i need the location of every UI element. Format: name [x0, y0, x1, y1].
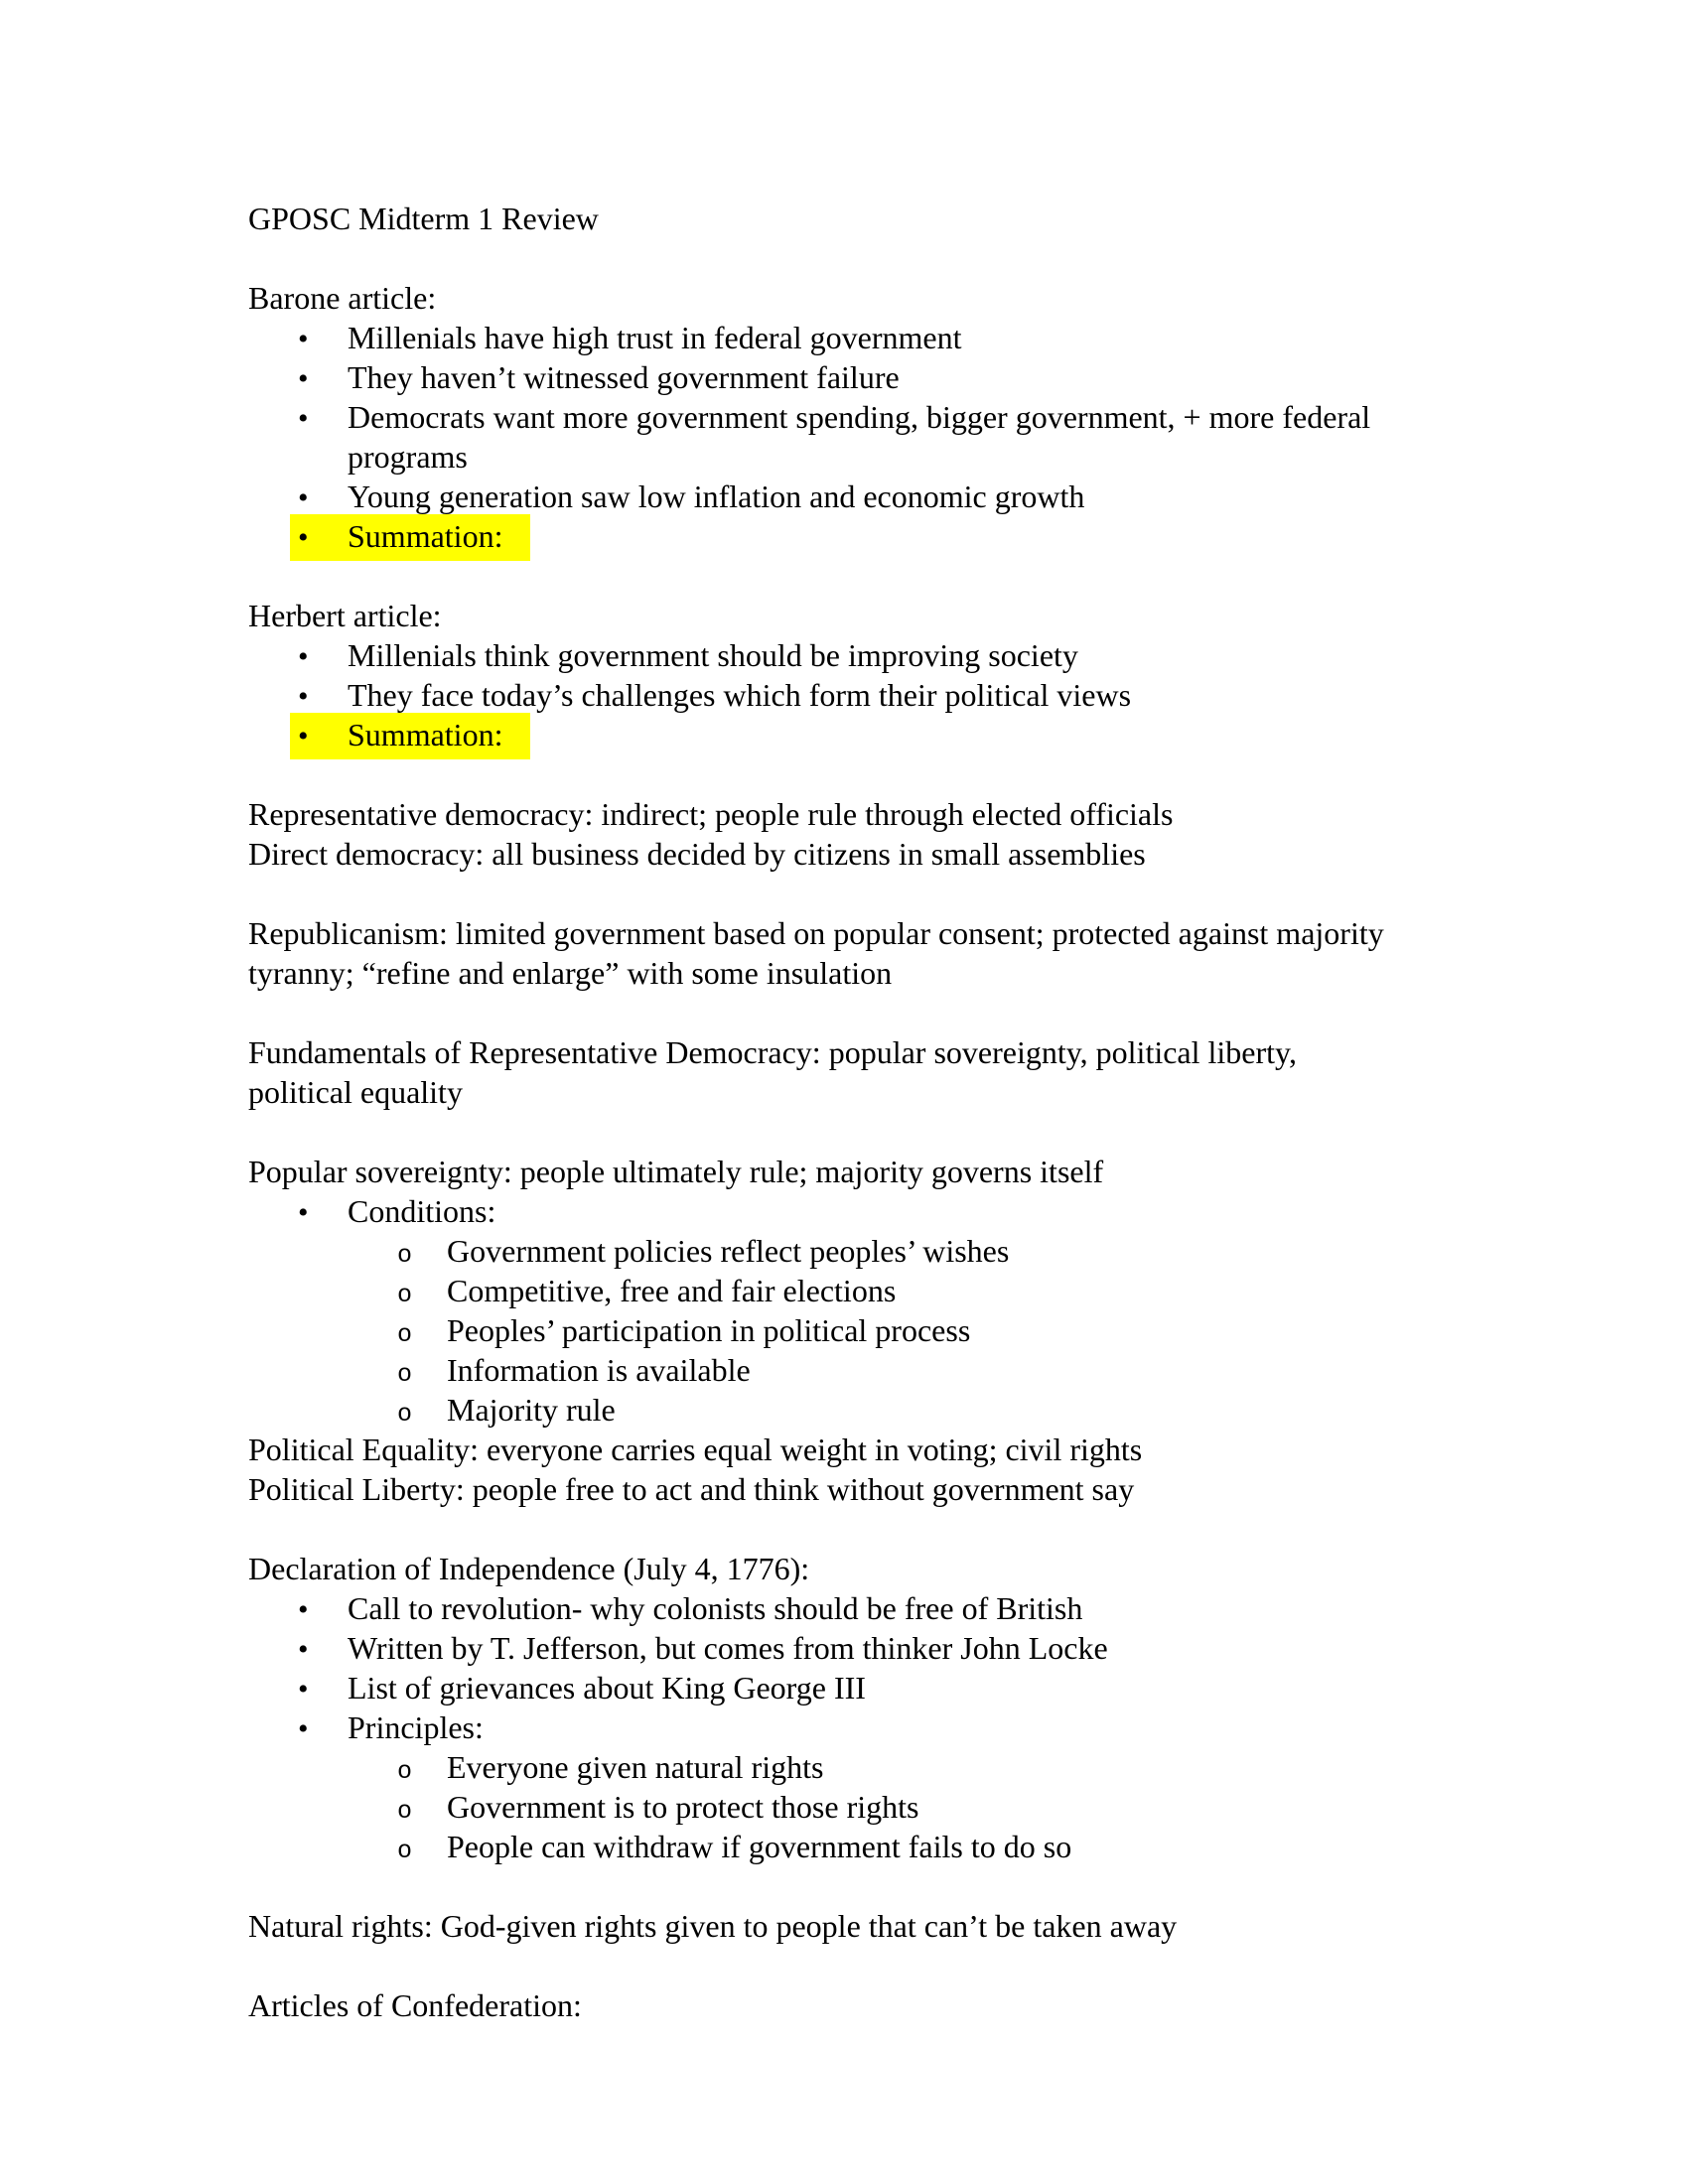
paragraph-line: [248, 1072, 1470, 1112]
list-item-text: Written by T. Jefferson, but comes from thinker John Locke: [348, 1630, 1108, 1666]
blank-line: [248, 993, 1470, 1032]
list-item: [248, 675, 1470, 715]
indent-spacer: [248, 705, 298, 706]
indent-spacer: [248, 1737, 298, 1738]
list-item: [248, 437, 1470, 477]
circle-bullet-icon: o: [397, 1281, 413, 1309]
list-item: [248, 1787, 1470, 1827]
indent-spacer: [248, 506, 298, 507]
blank-line: [248, 1946, 1470, 1985]
list-item: [248, 318, 1470, 357]
paragraph-text: Articles of Confederation:: [248, 1987, 582, 2023]
bullet-icon: •: [298, 640, 309, 673]
bullet-icon: •: [298, 323, 309, 355]
indent-spacer: [248, 387, 298, 388]
list-item-text: They haven’t witnessed government failure: [348, 359, 900, 395]
list-item: [248, 1390, 1470, 1430]
paragraph-line: [248, 1430, 1470, 1469]
list-item: [248, 1827, 1470, 1866]
bullet-icon: •: [298, 481, 309, 514]
bullet-icon: •: [298, 680, 309, 713]
blank-line: [248, 754, 1470, 794]
list-item: [248, 715, 1470, 754]
paragraph-line: [248, 278, 1470, 318]
paragraph-text: Fundamentals of Representative Democracy: popular sovereignty, political liberty,: [248, 1034, 1297, 1070]
list-item-text: They face today’s challenges which form their political views: [348, 677, 1132, 713]
list-item-text: Call to revolution- why colonists should be free of British: [348, 1590, 1083, 1626]
blank-line: [248, 874, 1470, 913]
bullet-icon: •: [298, 362, 309, 395]
indent-spacer: [248, 665, 298, 666]
indent-spacer: [248, 1340, 397, 1341]
circle-bullet-icon: o: [397, 1320, 413, 1349]
paragraph-line: [248, 834, 1470, 874]
paragraph-line: [248, 1032, 1470, 1072]
list-item-text: Competitive, free and fair elections: [447, 1273, 897, 1308]
paragraph-text: Barone article:: [248, 280, 437, 316]
list-item: [248, 1310, 1470, 1350]
bullet-icon: •: [298, 1673, 309, 1706]
indent-spacer: [248, 347, 298, 348]
paragraph-line: [248, 199, 1470, 238]
list-item: [248, 1191, 1470, 1231]
circle-bullet-icon: o: [397, 1360, 413, 1389]
list-item: [248, 1628, 1470, 1668]
highlighted-text: [290, 514, 530, 561]
bullet-icon: •: [298, 1633, 309, 1666]
paragraph-line: [248, 794, 1470, 834]
circle-bullet-icon: o: [397, 1757, 413, 1786]
list-item: [248, 397, 1470, 437]
paragraph-text: Representative democracy: indirect; people rule through elected officials: [248, 796, 1174, 832]
paragraph-text: Republicanism: limited government based on popular consent; protected against majority: [248, 915, 1384, 951]
indent-spacer: [248, 1261, 397, 1262]
list-item-text: Conditions:: [348, 1193, 496, 1229]
list-item: [248, 1747, 1470, 1787]
paragraph-line: [248, 1152, 1470, 1191]
list-item-text: People can withdraw if government fails to do so: [447, 1829, 1072, 1864]
list-item: [248, 1707, 1470, 1747]
list-item: [248, 477, 1470, 516]
paragraph-text: Direct democracy: all business decided by citizens in small assemblies: [248, 836, 1146, 872]
list-item-text: Democrats want more government spending, bigger government, + more federal: [348, 399, 1371, 435]
highlighted-text: [290, 713, 530, 759]
list-item-text: Majority rule: [447, 1392, 616, 1428]
list-item: [248, 1231, 1470, 1271]
paragraph-line: [248, 913, 1470, 953]
paragraph-line: [248, 1549, 1470, 1588]
list-item: [248, 1271, 1470, 1310]
blank-line: [248, 1866, 1470, 1906]
list-item-text: Summation:: [348, 717, 503, 752]
circle-bullet-icon: o: [397, 1837, 413, 1865]
list-item-text: Government policies reflect peoples’ wishes: [447, 1233, 1010, 1269]
indent-spacer: [248, 467, 348, 468]
indent-spacer: [248, 1380, 397, 1381]
blank-line: [248, 556, 1470, 596]
list-item-text: Peoples’ participation in political process: [447, 1312, 971, 1348]
list-item-text: programs: [348, 439, 468, 475]
indent-spacer: [248, 1618, 298, 1619]
indent-spacer: [248, 1658, 298, 1659]
paragraph-line: [248, 1985, 1470, 2025]
indent-spacer: [248, 1777, 397, 1778]
paragraph-line: [248, 1906, 1470, 1946]
bullet-icon: •: [298, 1196, 309, 1229]
indent-spacer: [248, 1856, 397, 1857]
list-item-text: Information is available: [447, 1352, 751, 1388]
list-item-text: Summation:: [348, 518, 503, 554]
list-item-text: Principles:: [348, 1709, 484, 1745]
bullet-icon: •: [298, 1712, 309, 1745]
indent-spacer: [248, 1420, 397, 1421]
paragraph-text: Popular sovereignty: people ultimately rule; majority governs itself: [248, 1154, 1104, 1189]
paragraph-line: [248, 1469, 1470, 1509]
page-title: GPOSC Midterm 1 Review: [248, 201, 599, 236]
list-item-text: Everyone given natural rights: [447, 1749, 824, 1785]
list-item-text: Millenials have high trust in federal government: [348, 320, 962, 355]
indent-spacer: [248, 1817, 397, 1818]
paragraph-line: [248, 953, 1470, 993]
indent-spacer: [248, 1221, 298, 1222]
list-item-text: Young generation saw low inflation and economic growth: [348, 478, 1085, 514]
list-item: [248, 635, 1470, 675]
indent-spacer: [248, 1300, 397, 1301]
blank-line: [248, 1509, 1470, 1549]
list-item: [248, 1588, 1470, 1628]
list-item: [248, 1668, 1470, 1707]
paragraph-text: political equality: [248, 1074, 463, 1110]
bullet-icon: •: [298, 1593, 309, 1626]
paragraph-line: [248, 596, 1470, 635]
paragraph-text: Declaration of Independence (July 4, 1776):: [248, 1551, 810, 1586]
bullet-icon: •: [298, 402, 309, 435]
paragraph-text: tyranny; “refine and enlarge” with some insulation: [248, 955, 893, 991]
paragraph-text: Herbert article:: [248, 598, 442, 633]
paragraph-text: Natural rights: God-given rights given to people that can’t be taken away: [248, 1908, 1178, 1944]
bullet-icon: •: [298, 720, 309, 752]
indent-spacer: [248, 427, 298, 428]
list-item: [248, 516, 1470, 556]
bullet-icon: •: [298, 521, 309, 554]
blank-line: [248, 1112, 1470, 1152]
circle-bullet-icon: o: [397, 1797, 413, 1826]
circle-bullet-icon: o: [397, 1241, 413, 1270]
paragraph-text: Political Liberty: people free to act and think without government say: [248, 1471, 1135, 1507]
list-item: [248, 357, 1470, 397]
list-item: [248, 1350, 1470, 1390]
list-item-text: List of grievances about King George III: [348, 1670, 866, 1706]
list-item-text: Millenials think government should be improving society: [348, 637, 1078, 673]
blank-line: [248, 238, 1470, 278]
circle-bullet-icon: o: [397, 1400, 413, 1429]
paragraph-text: Political Equality: everyone carries equal weight in voting; civil rights: [248, 1432, 1143, 1467]
list-item-text: Government is to protect those rights: [447, 1789, 919, 1825]
indent-spacer: [248, 1698, 298, 1699]
